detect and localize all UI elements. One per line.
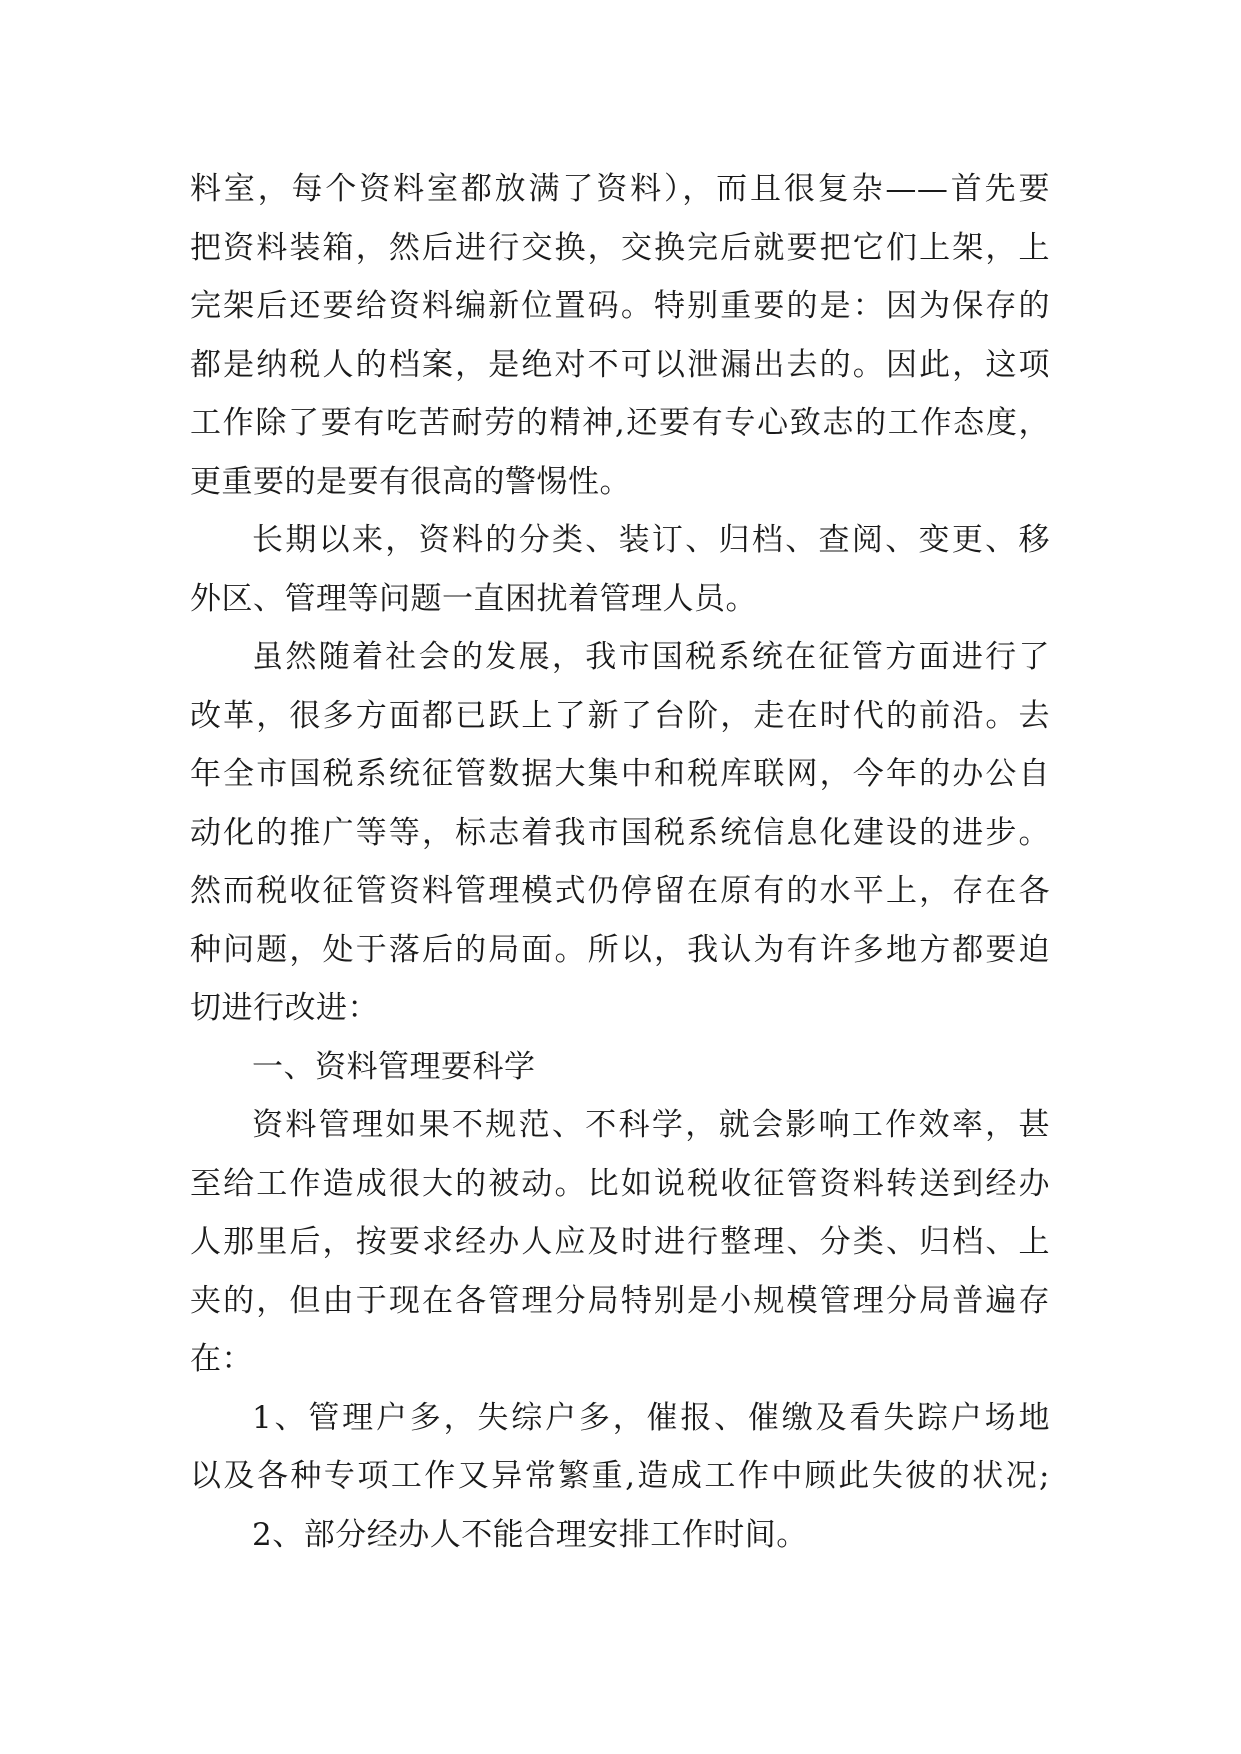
- text-line: 种问题，处于落后的局面。所以，我认为有许多地方都要迫: [190, 931, 1050, 968]
- text-line: 一、资料管理要科学: [252, 1048, 536, 1085]
- text-line: 虽然随着社会的发展，我市国税系统在征管方面进行了: [252, 639, 1050, 675]
- text-line: 动化的推广等等，标志着我市国税系统信息化建设的进步。: [190, 814, 1050, 851]
- text-line: 料室，每个资料室都放满了资料），而且很复杂——首先要: [190, 171, 1050, 207]
- text-line: 外区、管理等问题一直困扰着管理人员。: [190, 580, 757, 617]
- text-line: 资料管理如果不规范、不科学，就会影响工作效率，甚: [252, 1107, 1050, 1143]
- document-page: [190, 160, 1050, 1564]
- text-line: 年全市国税系统征管数据大集中和税库联网，今年的办公自: [190, 756, 1050, 792]
- text-line: 在：: [190, 1341, 253, 1377]
- text-line: 切进行改进：: [190, 990, 379, 1026]
- text-line: 2、部分经办人不能合理安排工作时间。: [252, 1516, 808, 1553]
- text-line: 长期以来，资料的分类、装订、归档、查阅、变更、移: [252, 522, 1050, 558]
- text-line: 以及各种专项工作又异常繁重,造成工作中顾此失彼的状况;: [190, 1458, 1050, 1494]
- text-line: 更重要的是要有很高的警惕性。: [190, 463, 631, 500]
- text-line: 至给工作造成很大的被动。比如说税收征管资料转送到经办: [190, 1165, 1050, 1202]
- text-line: 夹的，但由于现在各管理分局特别是小规模管理分局普遍存: [190, 1282, 1050, 1319]
- text-line: 人那里后，按要求经办人应及时进行整理、分类、归档、上: [190, 1224, 1050, 1260]
- text-line: 改革，很多方面都已跃上了新了台阶，走在时代的前沿。去: [190, 697, 1050, 734]
- text-line: 然而税收征管资料管理模式仍停留在原有的水平上，存在各: [190, 873, 1050, 909]
- text-line: 完架后还要给资料编新位置码。特别重要的是：因为保存的: [190, 288, 1050, 324]
- text-line: 工作除了要有吃苦耐劳的精神,还要有专心致志的工作态度，: [190, 405, 1050, 441]
- text-line: 都是纳税人的档案，是绝对不可以泄漏出去的。因此，这项: [190, 346, 1050, 383]
- text-line: 把资料装箱，然后进行交换，交换完后就要把它们上架，上: [190, 229, 1050, 266]
- text-line: 1、管理户多，失综户多，催报、催缴及看失踪户场地: [252, 1399, 1050, 1436]
